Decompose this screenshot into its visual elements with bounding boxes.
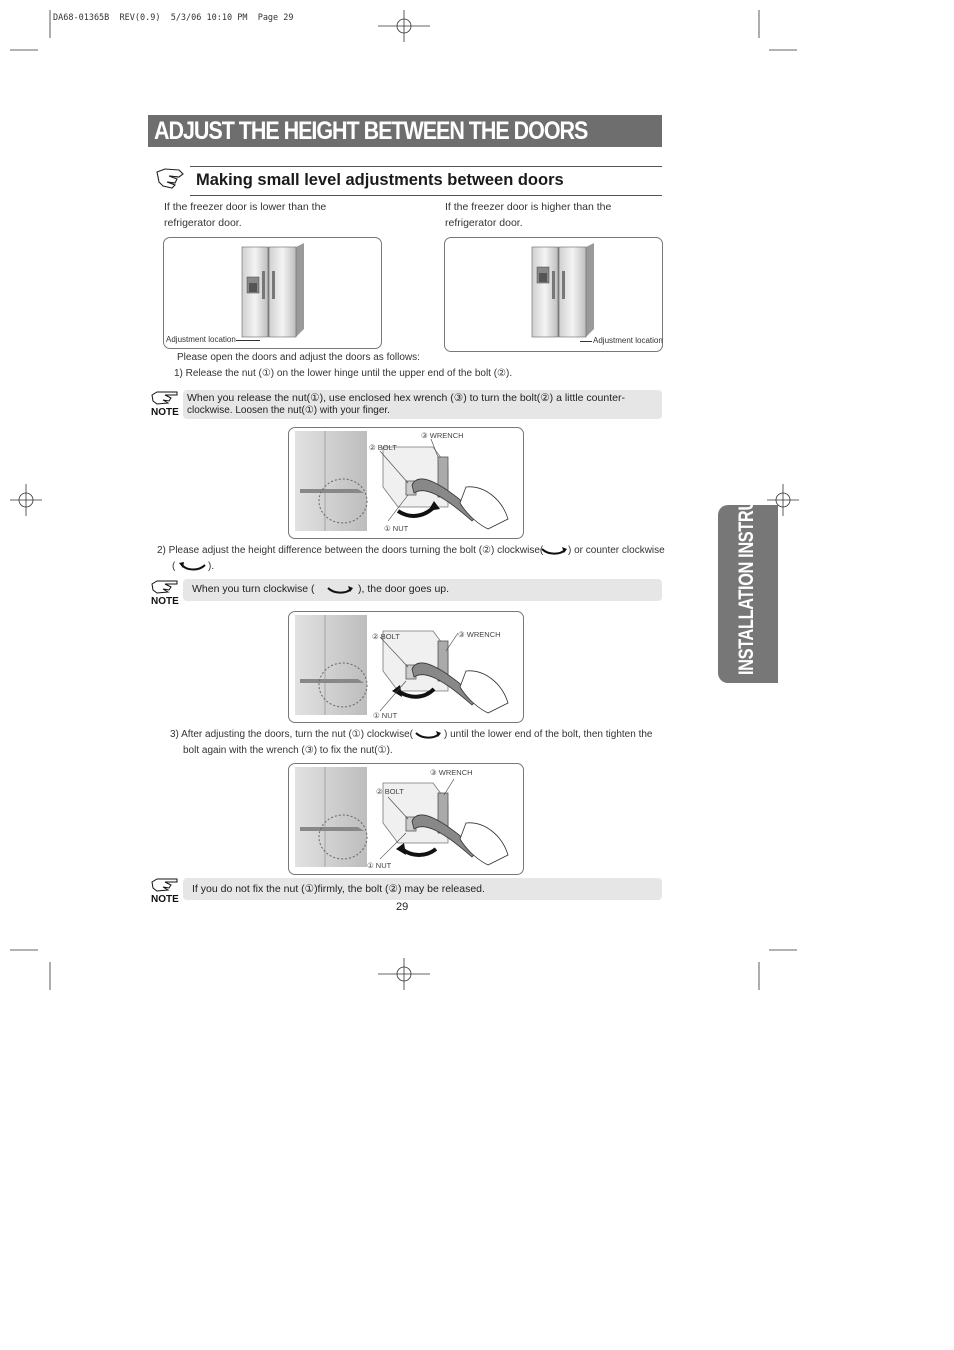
note-hand-icon <box>151 877 181 893</box>
note3-text: If you do not fix the nut (①)firmly, the bolt (②) may be released. <box>192 883 485 895</box>
right-case-line2: refrigerator door. <box>445 217 523 229</box>
fig3-wrench-label: ③ WRENCH <box>430 768 473 777</box>
fridge-illustration-right <box>528 241 598 341</box>
hinge-figure1 <box>288 427 522 537</box>
section-subtitle: Making small level adjustments between doors <box>196 171 564 189</box>
note2-part1: When you turn clockwise ( <box>192 583 315 595</box>
note-hand-icon <box>151 390 181 406</box>
left-location-leader <box>236 340 260 341</box>
fig2-wrench-label: ③ WRENCH <box>458 630 501 639</box>
page-title: ADJUST THE HEIGHT BETWEEN THE DOORS <box>154 117 588 145</box>
step2-open-paren: ( <box>172 561 176 572</box>
hand-pointer-icon <box>155 166 187 192</box>
fig1-wrench-label: ③ WRENCH <box>421 431 464 440</box>
fig1-bolt-label: ② BOLT <box>369 443 397 452</box>
clockwise-arrow-icon <box>326 585 354 595</box>
right-case-line1: If the freezer door is higher than the <box>445 201 612 213</box>
clockwise-arrow-icon <box>414 730 442 740</box>
step2-close-paren: ). <box>208 561 215 572</box>
note1-line1: When you release the nut(①), use enclosed hex wrench (③) to turn the bolt(②) a little counter- <box>187 392 625 404</box>
step1-text: 1) Release the nut (①) on the lower hinge until the upper end of the bolt (②). <box>174 368 513 379</box>
note3-label: NOTE <box>151 894 179 905</box>
note2-part2: ), the door goes up. <box>358 583 450 595</box>
fig1-nut-label: ① NUT <box>384 524 409 533</box>
fig3-nut-label: ① NUT <box>367 861 392 870</box>
intro-text: Please open the doors and adjust the doors as follows: <box>177 352 420 363</box>
left-case-line1: If the freezer door is lower than the <box>164 201 327 213</box>
step2-part1: 2) Please adjust the height difference between the doors turning the bolt (②) clockwise( <box>157 545 544 556</box>
left-case-line2: refrigerator door. <box>164 217 242 229</box>
counter-clockwise-arrow-icon <box>179 562 207 572</box>
print-header: DA68-01365B REV(0.9) 5/3/06 10:10 PM Page 29 <box>53 13 294 23</box>
step2-part2: ) or counter clockwise <box>568 545 665 556</box>
subtitle-rule-bottom <box>190 195 662 196</box>
note-hand-icon <box>151 579 181 595</box>
hinge-figure2 <box>288 611 522 721</box>
step3-part1: 3) After adjusting the doors, turn the nut (①) clockwise( <box>170 729 413 740</box>
step3-part2: ) until the lower end of the bolt, then tighten the <box>444 729 653 740</box>
fridge-illustration-left <box>238 241 308 341</box>
note2-label: NOTE <box>151 596 179 607</box>
side-tab-label: INSTALLATION INSTRUCTIONS <box>735 439 758 675</box>
fig3-bolt-label: ② BOLT <box>376 787 404 796</box>
page-number: 29 <box>396 901 409 913</box>
step3-line2: bolt again with the wrench (③) to fix the nut(①). <box>183 745 393 756</box>
clockwise-arrow-icon <box>540 546 568 556</box>
fig2-nut-label: ① NUT <box>373 711 398 720</box>
left-adjustment-location-label: Adjustment location <box>166 335 236 344</box>
note1-line2: clockwise. Loosen the nut(①) with your finger. <box>187 405 390 416</box>
fig2-bolt-label: ② BOLT <box>372 632 400 641</box>
right-adjustment-location-label: Adjustment location <box>593 336 663 345</box>
subtitle-rule-top <box>190 166 662 167</box>
note1-label: NOTE <box>151 407 179 418</box>
right-location-leader <box>580 341 592 342</box>
hinge-figure3 <box>288 763 522 873</box>
